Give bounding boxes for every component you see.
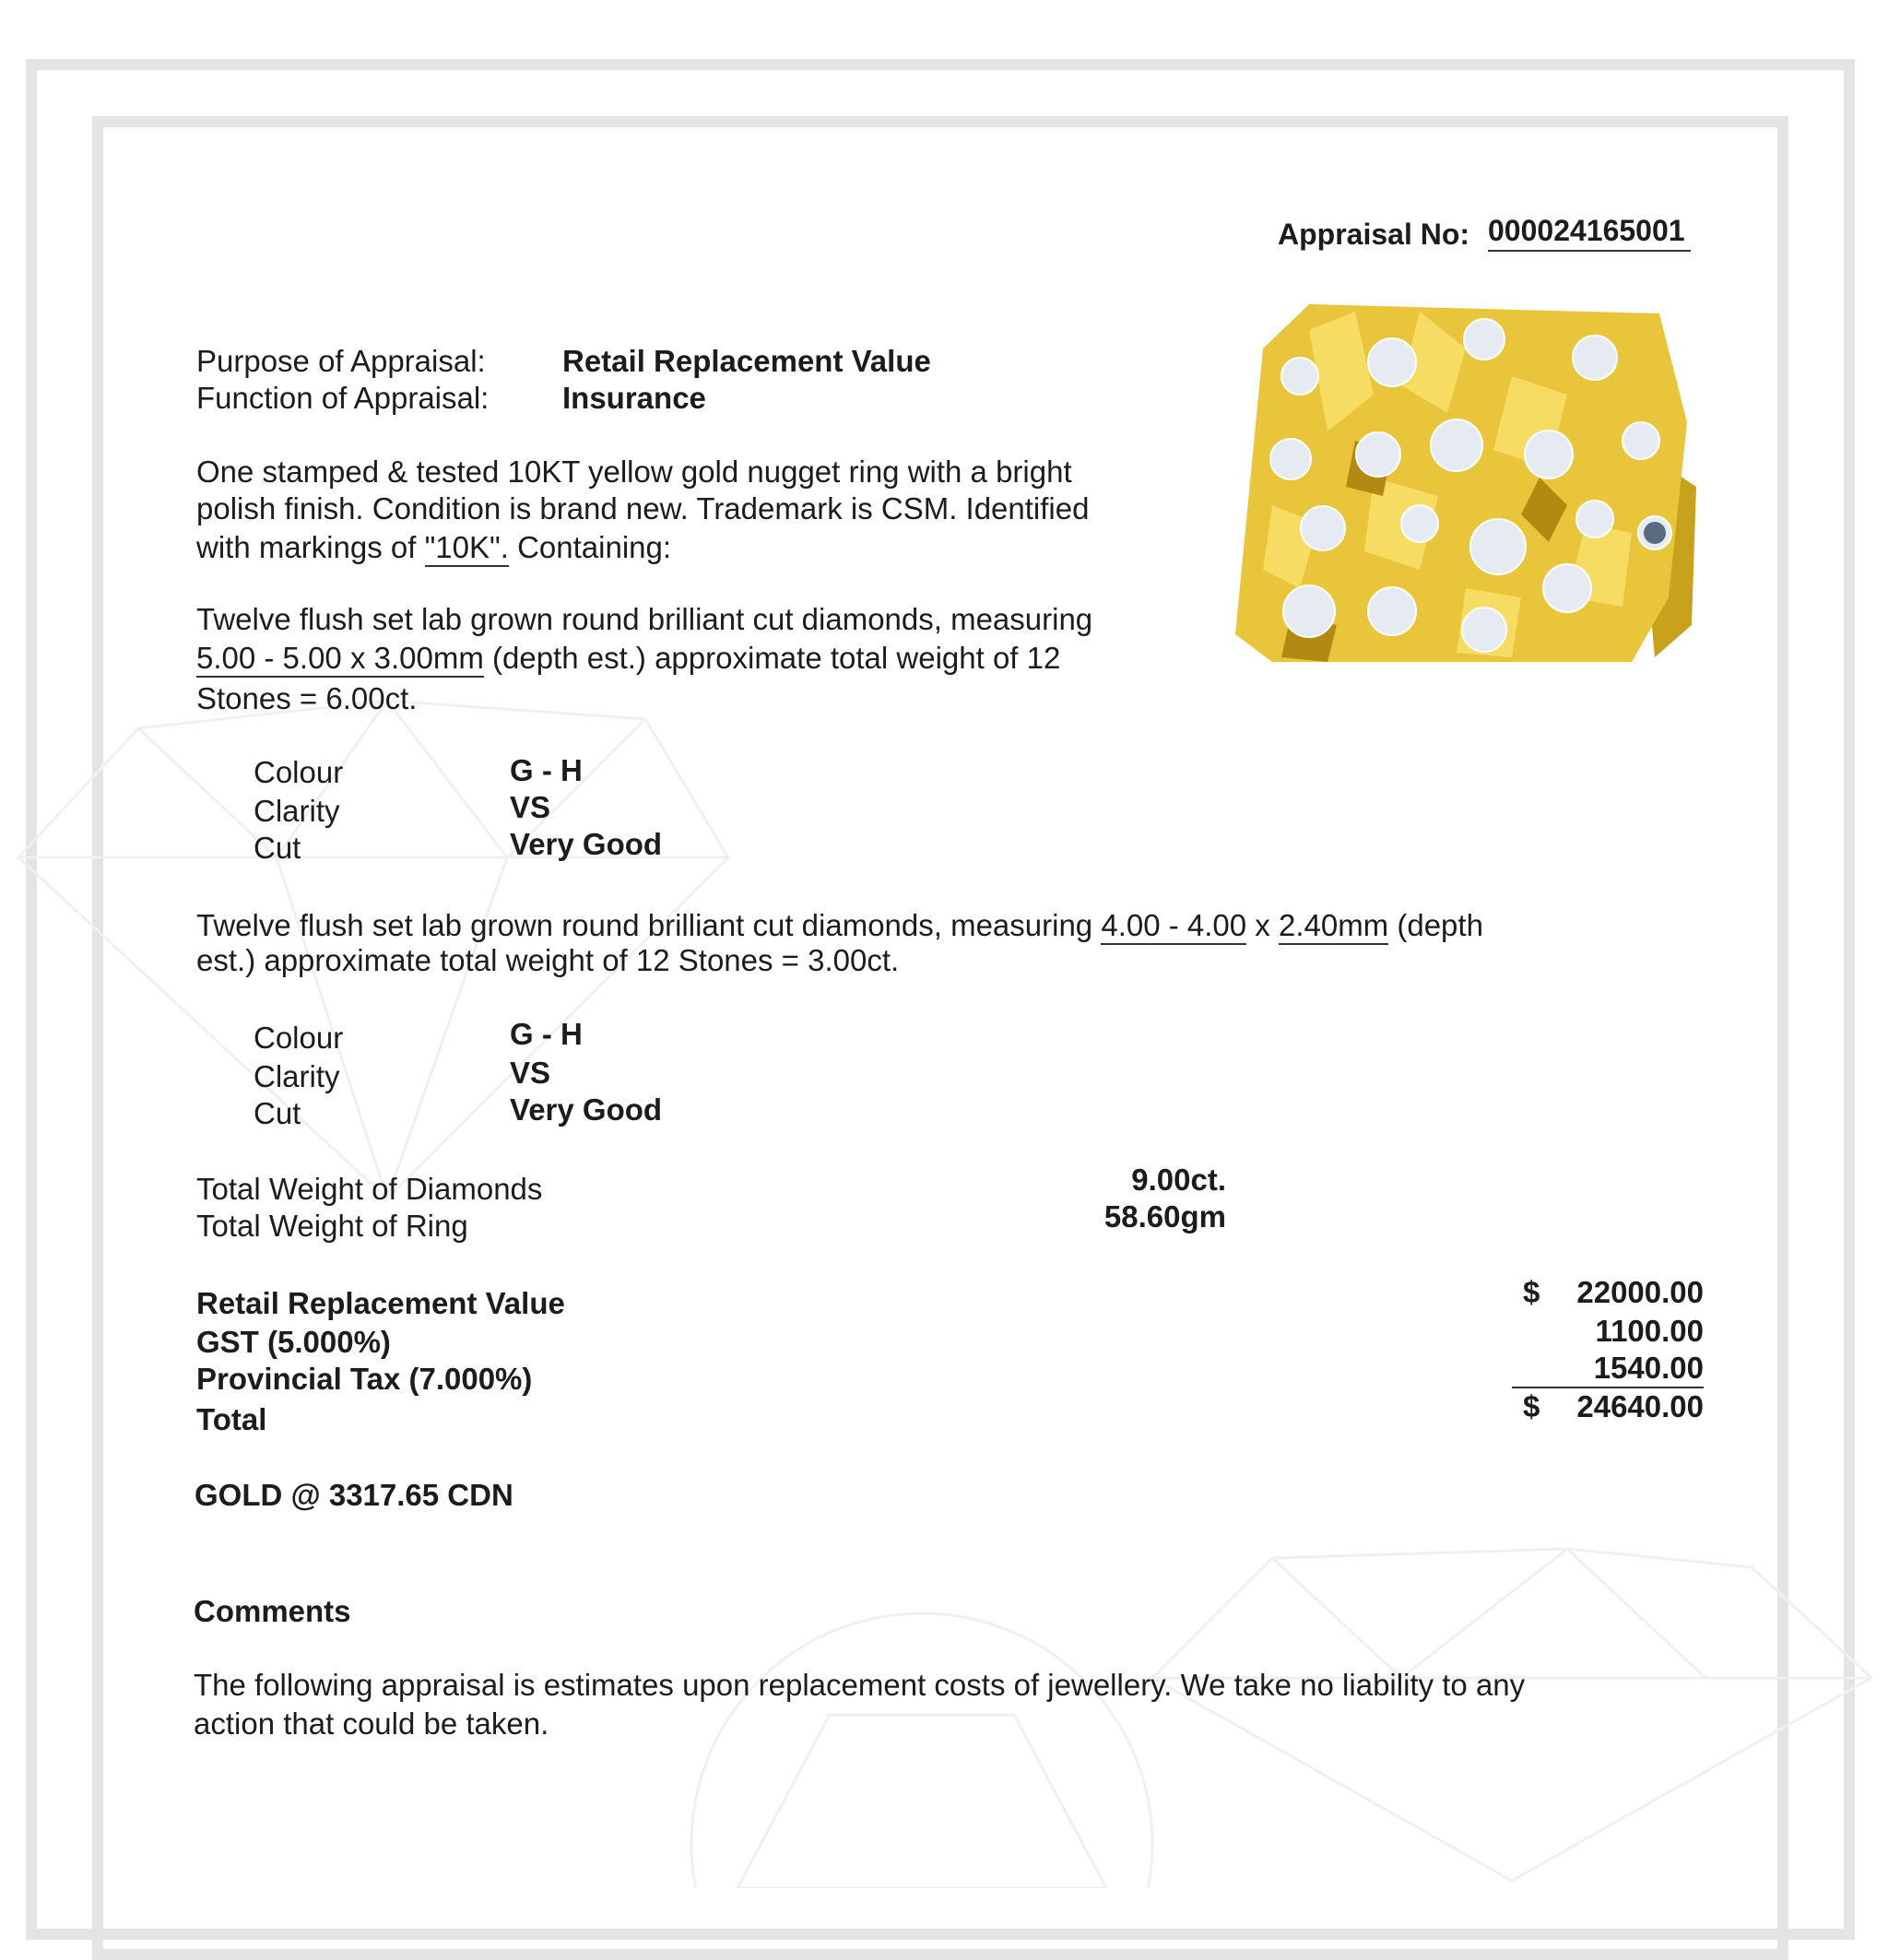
stones1-colour-label: Colour — [254, 755, 344, 789]
ring-weight-value: 58.60gm — [1103, 1199, 1226, 1234]
stones2-colour-value: G - H — [510, 1017, 583, 1051]
gold-price: GOLD @ 3317.65 CDN — [195, 1478, 513, 1512]
gst-label: GST (5.000%) — [196, 1325, 391, 1359]
stones2-measurement-a: 4.00 - 4.00 — [1101, 908, 1246, 945]
appraisal-number: 000024165001 — [1488, 212, 1691, 252]
stones2-line-1-post: (depth — [1388, 908, 1483, 942]
stones1-clarity-value: VS — [510, 790, 551, 824]
stones1-cut-label: Cut — [254, 831, 301, 865]
total-amount: 24640.00 — [1576, 1389, 1704, 1423]
gst-amount: 1100.00 — [1595, 1314, 1704, 1348]
stones2-measurement-b: 2.40mm — [1279, 908, 1388, 945]
stones2-clarity-value: VS — [510, 1056, 551, 1090]
function-value: Insurance — [562, 381, 706, 415]
appraisal-no-label: Appraisal No: — [1278, 218, 1470, 251]
stones1-line-3: Stones = 6.00ct. — [196, 681, 418, 715]
description-line-2: polish finish. Condition is brand new. Trademark is CSM. Identified — [196, 491, 1090, 525]
stones2-cut-value: Very Good — [510, 1092, 663, 1127]
stones2-colour-label: Colour — [254, 1021, 344, 1055]
purpose-label: Purpose of Appraisal: — [196, 344, 486, 378]
marking-value: "10K". — [425, 530, 509, 567]
diamonds-weight-label: Total Weight of Diamonds — [196, 1172, 543, 1206]
total-label: Total — [196, 1402, 267, 1436]
stones1-cut-value: Very Good — [510, 827, 663, 861]
ring-photo — [1235, 293, 1696, 680]
purpose-value: Retail Replacement Value — [562, 344, 931, 378]
description-line-3-pre: with markings of — [196, 530, 425, 564]
diamonds-weight-value: 9.00ct. — [1131, 1163, 1226, 1197]
stones2-line-1-pre: Twelve flush set lab grown round brilliant cut diamonds, measuring — [196, 908, 1102, 942]
ring-weight-label: Total Weight of Ring — [196, 1209, 468, 1243]
stones2-line-1 — [196, 907, 1483, 944]
stones1-line-2 — [196, 640, 1060, 677]
function-label: Function of Appraisal: — [196, 381, 490, 415]
retail-value-amount: 22000.00 — [1576, 1275, 1704, 1309]
stones1-line-1: Twelve flush set lab grown round brilliant cut diamonds, measuring — [196, 602, 1093, 636]
description-line-3 — [196, 529, 671, 566]
stones1-measurement: 5.00 - 5.00 x 3.00mm — [196, 641, 484, 678]
comments-line-1: The following appraisal is estimates upon replacement costs of jewellery. We take no liability to any — [194, 1668, 1526, 1702]
comments-line-2: action that could be taken. — [194, 1706, 549, 1741]
stones2-measurement-x: x — [1246, 908, 1279, 942]
currency-symbol-retail: $ — [1523, 1275, 1540, 1309]
provincial-tax-label: Provincial Tax (7.000%) — [196, 1362, 533, 1396]
comments-heading: Comments — [194, 1594, 351, 1628]
retail-value-label: Retail Replacement Value — [196, 1286, 565, 1320]
stones1-colour-value: G - H — [510, 753, 583, 787]
description-line-1: One stamped & tested 10KT yellow gold nugget ring with a bright — [196, 455, 1072, 489]
currency-symbol-total: $ — [1523, 1389, 1540, 1423]
description-line-3-post: Containing: — [508, 530, 672, 564]
stones2-clarity-label: Clarity — [254, 1059, 340, 1093]
stones1-clarity-label: Clarity — [254, 794, 340, 828]
stones2-line-2: est.) approximate total weight of 12 Stones = 3.00ct. — [196, 943, 900, 977]
stones2-cut-label: Cut — [254, 1096, 301, 1130]
stones1-line-2-post: (depth est.) approximate total weight of 12 — [483, 641, 1061, 675]
provincial-tax-amount: 1540.00 — [1512, 1350, 1704, 1388]
